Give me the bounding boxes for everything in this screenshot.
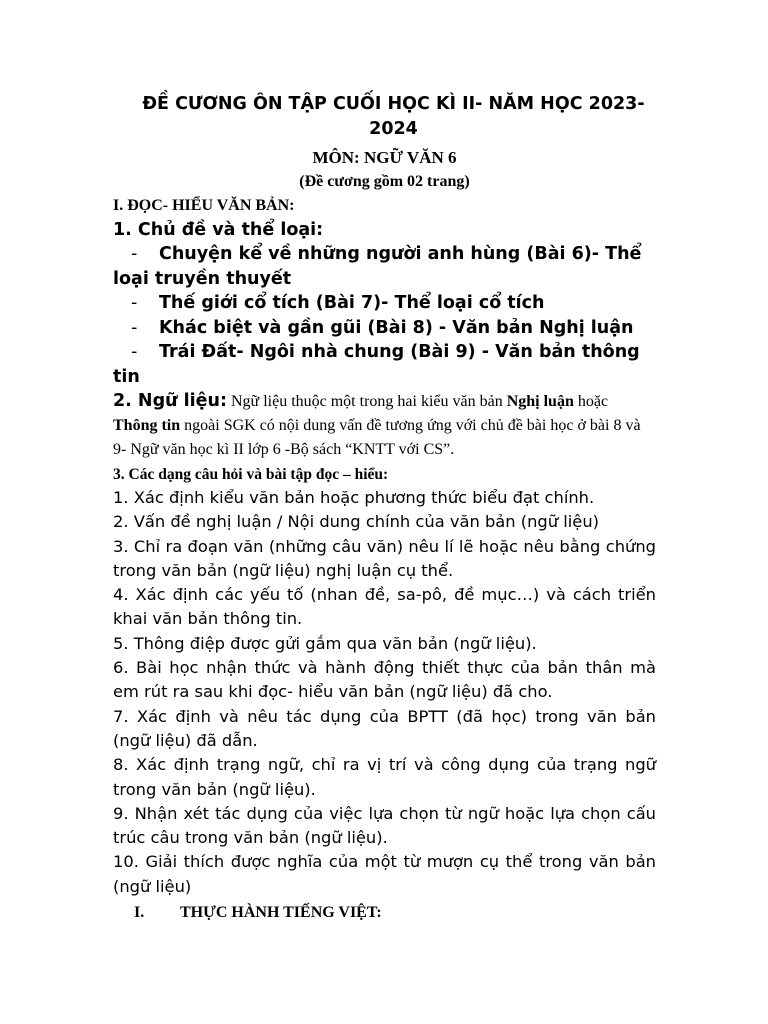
- question-types-heading: 3. Các dạng câu hỏi và bài tập đọc – hiểu:: [113, 466, 389, 483]
- list-item: 8. Xác định trạng ngữ, chỉ ra vị trí và công dụng của trạng ngữ trong văn bản (ngữ liệu).: [113, 755, 656, 799]
- material-heading: 2. Ngữ liệu:: [113, 391, 227, 411]
- bullet-dash: -: [131, 342, 138, 362]
- list-item: [113, 291, 656, 316]
- material-text-a: Ngữ liệu thuộc một trong hai kiểu văn bản: [230, 393, 507, 410]
- material-bold-info: Thông tin: [113, 417, 181, 434]
- list-item: 4. Xác định các yếu tố (nhan đề, sa-pô, đề mục…) và cách triển khai văn bản thông tin.: [113, 585, 656, 629]
- bullet-text: Thế giới cổ tích (Bài 7)- Thể loại cổ tích: [159, 293, 545, 313]
- question-types-list: [113, 486, 656, 899]
- bullet-text: Chuyện kể về những người anh hùng (Bài 6)- Thể loại truyền thuyết: [113, 244, 642, 289]
- subject-line: MÔN: NGỮ VĂN 6: [312, 148, 457, 167]
- material-paragraph: [113, 389, 656, 462]
- list-item: 3. Chỉ ra đoạn văn (những câu văn) nêu lí lẽ hoặc nêu bằng chứng trong văn bản (ngữ liệu) nghị luận cụ thể.: [113, 536, 656, 580]
- list-item: 7. Xác định và nêu tác dụng của BPTT (đã học) trong văn bản (ngữ liệu) đã dẫn.: [113, 706, 656, 750]
- bullet-text: Trái Đất- Ngôi nhà chung (Bài 9) - Văn bản thông tin: [113, 342, 640, 387]
- bullet-dash: -: [131, 293, 138, 313]
- section-roman-numeral: I.: [134, 904, 145, 922]
- list-item: 10. Giải thích được nghĩa của một từ mượn cụ thể trong văn bản (ngữ liệu): [113, 852, 656, 896]
- material-text-b: hoặc: [573, 393, 609, 410]
- list-item: 5. Thông điệp được gửi gắm qua văn bản (ngữ liệu).: [113, 633, 537, 653]
- material-text-c: ngoài SGK có nội dung vấn đề tương ứng với chủ đề bài học ở bài 8 và 9- Ngữ văn học kì II lớp 6 -Bộ sách “KNTT với CS”.: [113, 417, 641, 458]
- list-item: 6. Bài học nhận thức và hành động thiết thực của bản thân mà em rút ra sau khi đọc- hiểu văn bản (ngữ liệu) đã cho.: [113, 658, 656, 702]
- list-item: [113, 340, 656, 389]
- list-item: 2. Vấn đề nghị luận / Nội dung chính của văn bản (ngữ liệu): [113, 512, 599, 532]
- document-title: ĐỀ CƯƠNG ÔN TẬP CUỐI HỌC KÌ II- NĂM HỌC 2023-2024: [142, 94, 645, 139]
- topic-bullet-list: [113, 242, 656, 389]
- list-item: [113, 242, 656, 291]
- topic-genre-heading: 1. Chủ đề và thể loại:: [113, 220, 324, 240]
- section-heading-vietnamese-practice: [113, 901, 656, 925]
- page-count-note: (Đề cương gồm 02 trang): [299, 173, 470, 190]
- section-heading-reading: I. ĐỌC- HIỂU VĂN BẢN:: [113, 197, 295, 214]
- section-title: THỰC HÀNH TIẾNG VIỆT:: [180, 904, 382, 922]
- list-item: 1. Xác định kiểu văn bản hoặc phương thức biểu đạt chính.: [113, 488, 595, 507]
- list-item: 9. Nhận xét tác dụng của việc lựa chọn từ ngữ hoặc lựa chọn cấu trúc câu trong văn bản (ngữ liệu).: [113, 803, 656, 848]
- list-item: [113, 316, 656, 341]
- bullet-dash: -: [131, 317, 138, 338]
- bullet-dash: -: [131, 244, 138, 264]
- material-bold-argument: Nghị luận: [506, 393, 574, 410]
- bullet-text: Khác biệt và gần gũi (Bài 8) - Văn bản Nghị luận: [159, 317, 634, 338]
